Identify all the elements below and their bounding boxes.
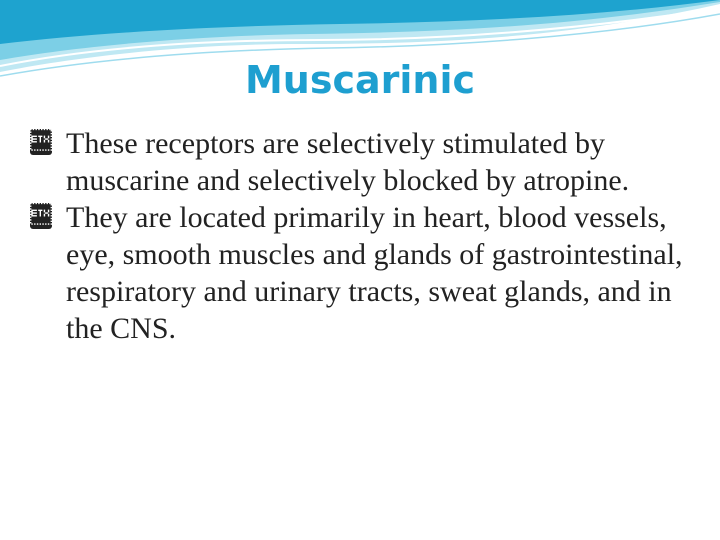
bullet-text-2: They are located primarily in heart, blood vessels, eye, smooth muscles and glands of gastrointestinal, respiratory and urinary tracts, sweat glands, and in the CNS. (66, 201, 683, 345)
bullet-text-1: These receptors are selectively stimulated by muscarine and selectively blocked by atropine. (66, 127, 630, 197)
slide-title: Muscarinic (244, 58, 476, 102)
bullet-marker-icon:  (30, 203, 52, 228)
bullet-marker-icon:  (30, 129, 52, 154)
bullet-item-2 (30, 199, 690, 347)
bullet-item-1 (30, 125, 690, 199)
bullet-list (30, 125, 690, 347)
